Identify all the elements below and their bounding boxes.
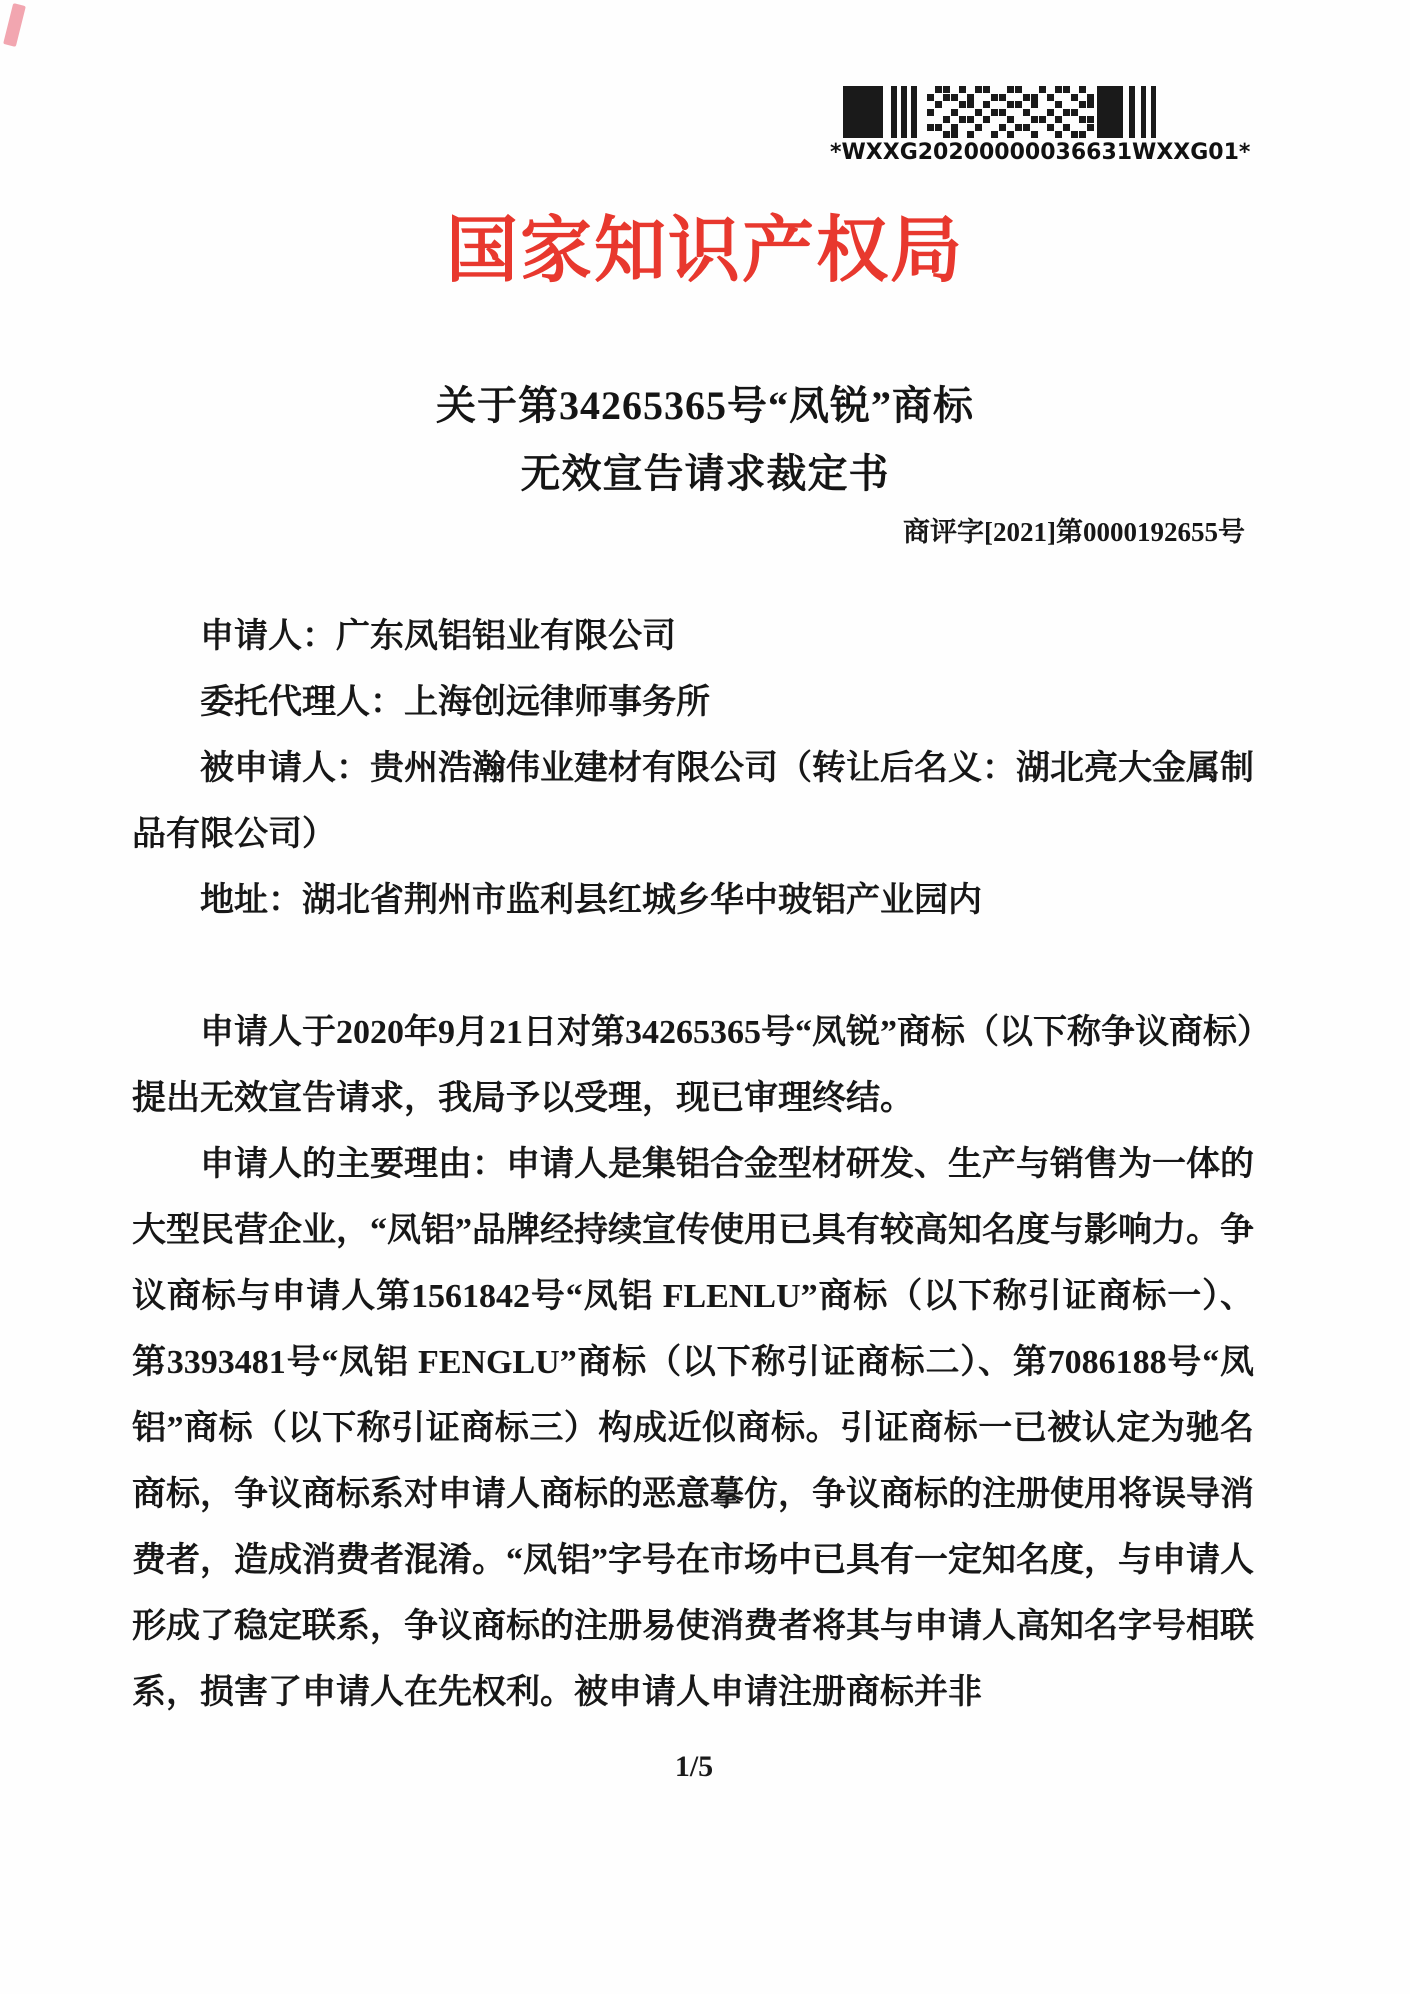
party-address: 地址：湖北省荆州市监利县红城乡华中玻铝产业园内 [200,882,982,919]
body-paragraph: 申请人于2020年9月21日对第34265365号“凤锐”商标（以下称争议商标）提出无效宣告请求，我局予以受理，现已审理终结。 [132,1014,1254,1117]
document-title-line1: 关于第34265365号“凤锐”商标 [436,383,974,428]
document-title-line2: 无效宣告请求裁定书 [520,451,890,496]
barcode-label: *WXXG20200000036631WXXG01* [830,140,1251,165]
document-body [132,604,1254,1726]
body-paragraph: 申请人的主要理由：申请人是集铝合金型材研发、生产与销售为一体的大型民营企业，“凤铝”品牌经持续宣传使用已具有较高知名度与影响力。争议商标与申请人第1561842号“凤铝 FLENLU”商标（以下称引证商标一）、第3393481号“凤铝 FENGLU”商标（以下称引证商标二）、第7086188号“凤铝”商标（以下称引证商标三）构成近似商标。引证商标一已被认定为驰名商标，争议商标系对申请人商标的恶意摹仿，争议商标的注册使用将误导消费者，造成消费者混淆。“凤铝”字号在市场中已具有一定知名度，与申请人形成了稳定联系，争议商标的注册易使消费者将其与申请人高知名字号相联系，损害了申请人在先权利。被申请人申请注册商标并非 [132,1146,1254,1711]
blank-line [132,934,1254,1000]
document-number: 商评字[2021]第0000192655号 [903,517,1245,547]
barcode-image [843,86,1160,138]
barcode [843,86,1173,138]
scan-artifact-mark [3,3,26,47]
agency-title: 国家知识产权局 [445,211,964,291]
page-number: 1/5 [674,1750,714,1783]
party-applicant: 申请人：广东凤铝铝业有限公司 [200,618,676,655]
party-agent: 委托代理人：上海创远律师事务所 [200,684,710,721]
party-respondent: 被申请人：贵州浩瀚伟业建材有限公司（转让后名义：湖北亮大金属制品有限公司） [132,750,1254,853]
